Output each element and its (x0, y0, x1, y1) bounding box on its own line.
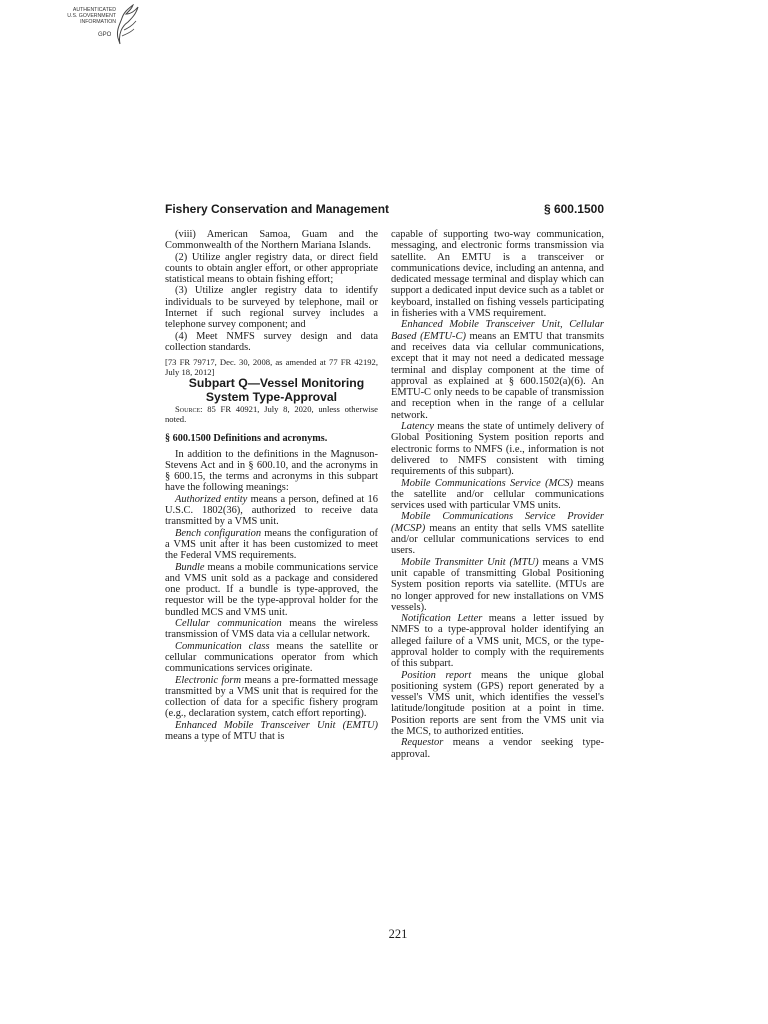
definition: Cellular communication means the wireless transmission of VMS data via a cellular network. (165, 618, 378, 641)
defined-term: Enhanced Mobile Transceiver Unit, Cellular Based (EMTU-C) (391, 319, 604, 342)
definition: Mobile Transmitter Unit (MTU) means a VMS unit capable of transmitting Global Positioning System position reports via satellite. (MTUs are no longer approved for new installations on VMS vessels). (391, 556, 604, 613)
amendment-citation: [73 FR 79717, Dec. 30, 2008, as amended at 77 FR 42192, July 18, 2012] (165, 357, 378, 378)
intro-paragraph: In addition to the definitions in the Magnuson-Stevens Act and in § 600.10, and the acronyms in § 600.15, the terms and acronyms in this subpart have the following meanings: (165, 448, 378, 494)
running-head-section: § 600.1500 (543, 202, 604, 216)
subpart-heading: Subpart Q—Vessel Monitoring System Type-Approval (188, 376, 365, 404)
defined-term: Authorized entity (175, 493, 248, 505)
defined-term: Mobile Communications Service Provider (MCSP) (391, 511, 604, 534)
running-head (165, 202, 604, 216)
definition: Electronic form means a pre-formatted message transmitted by a VMS unit that is required for the collection of data for a specific fishery program (e.g., declaration system, catch effort reporting). (165, 674, 378, 720)
definition: Enhanced Mobile Transceiver Unit, Cellular Based (EMTU-C) means an EMTU that transmits and receives data via cellular communications, except that it may not need a dedicated message terminal and display component at the time of approval as explained at § 600.1502(a)(6). An EMTU-C only needs to be capable of transmission and reception when in the range of a cellular network. (391, 319, 605, 421)
eagle-icon (114, 4, 142, 46)
definition: Enhanced Mobile Transceiver Unit (EMTU) means a type of MTU that is (165, 719, 378, 742)
paragraph: (3) Utilize angler registry data to identify individuals to be surveyed by telephone, mail or Internet if such regional survey includes a telephone survey component; and (165, 285, 378, 331)
definition: Authorized entity means a person, defined at 16 U.S.C. 1802(36), authorized to receive data transmitted by a VMS unit. (165, 493, 378, 528)
paragraph: (viii) American Samoa, Guam and the Commonwealth of the Northern Mariana Islands. (165, 229, 378, 252)
page-number: 221 (388, 927, 408, 941)
defined-term: Mobile Transmitter Unit (MTU) (401, 556, 539, 568)
definition: Notification Letter means a letter issued by NMFS to a type-approval holder identifying an alleged failure of a VMS unit, MCS, or the type-approval holder to comply with the requirements of this subpart. (391, 613, 604, 670)
defined-term: Mobile Communications Service (MCS) (401, 477, 573, 489)
defined-term: Communication class (175, 640, 270, 652)
definition: Bundle means a mobile communications service and VMS unit sold as a package and considered one product. If a bundle is type-approved, the requestor will be the type-approval holder for the bundled MCS and VMS unit. (165, 561, 378, 618)
paragraph: (4) Meet NMFS survey design and data collection standards. (165, 330, 378, 353)
defined-term: Notification Letter (401, 613, 483, 625)
defined-term: Bench configuration (175, 527, 262, 539)
definition: Bench configuration means the configuration of a VMS unit after it has been customized to meet the Federal VMS requirements. (165, 527, 379, 562)
running-head-title: Fishery Conservation and Management (165, 202, 390, 216)
defined-term: Enhanced Mobile Transceiver Unit (EMTU) (175, 719, 378, 731)
definition: Communication class means the satellite or cellular communications operator from which communications services originate. (165, 640, 379, 675)
seal-gpo-label: GPO (98, 32, 112, 38)
continued-paragraph: capable of supporting two-way communication, messaging, and electronic forms transmission via satellite. An EMTU is a transceiver or communications device, including an antenna, and dedicated message terminal and display which can support a dedicated input device such as a tablet or keyboard, installed on fishing vessels participating in fisheries with a VMS requirement. (391, 229, 604, 320)
definition: Mobile Communications Service (MCS) means the satellite and/or cellular communications services used with particular VMS units. (391, 477, 604, 512)
right-column (391, 229, 604, 760)
definition: Mobile Communications Service Provider (MCSP) means an entity that sells VMS satellite and/or cellular communications services to end users. (391, 511, 604, 557)
defined-term: Electronic form (175, 674, 242, 686)
definition: Requestor means a vendor seeking type-approval. (391, 737, 604, 760)
gpo-authentication-seal (56, 4, 142, 50)
definition: Position report means the unique global positioning system (GPS) report generated by a vessel's VMS unit, which identifies the vessel's latitude/longitude position at a point in time. Position reports are sent from the VMS unit via the MCS, to authorized entities. (391, 669, 604, 738)
defined-term: Requestor (401, 737, 444, 749)
paragraph: (2) Utilize angler registry data, or direct field counts to obtain angler effort, or other appropriate statistical means to obtain fishing effort; (165, 251, 378, 286)
defined-term: Position report (401, 669, 472, 681)
seal-caption: AUTHENTICATED U.S. GOVERNMENT INFORMATION (67, 7, 116, 25)
left-column (165, 229, 378, 742)
section-heading: § 600.1500 Definitions and acronyms. (165, 433, 328, 445)
definition: Latency means the state of untimely delivery of Global Positioning System position reports and electronic forms to NMFS (i.e., information is not delivered to NMFS consistent with timing requirements of this subpart). (391, 421, 604, 478)
source-note: Source: 85 FR 40921, July 8, 2020, unless otherwise noted. (165, 404, 378, 425)
defined-term: Cellular communication (175, 618, 282, 630)
defined-term: Latency (401, 421, 435, 433)
defined-term: Bundle (175, 561, 205, 573)
